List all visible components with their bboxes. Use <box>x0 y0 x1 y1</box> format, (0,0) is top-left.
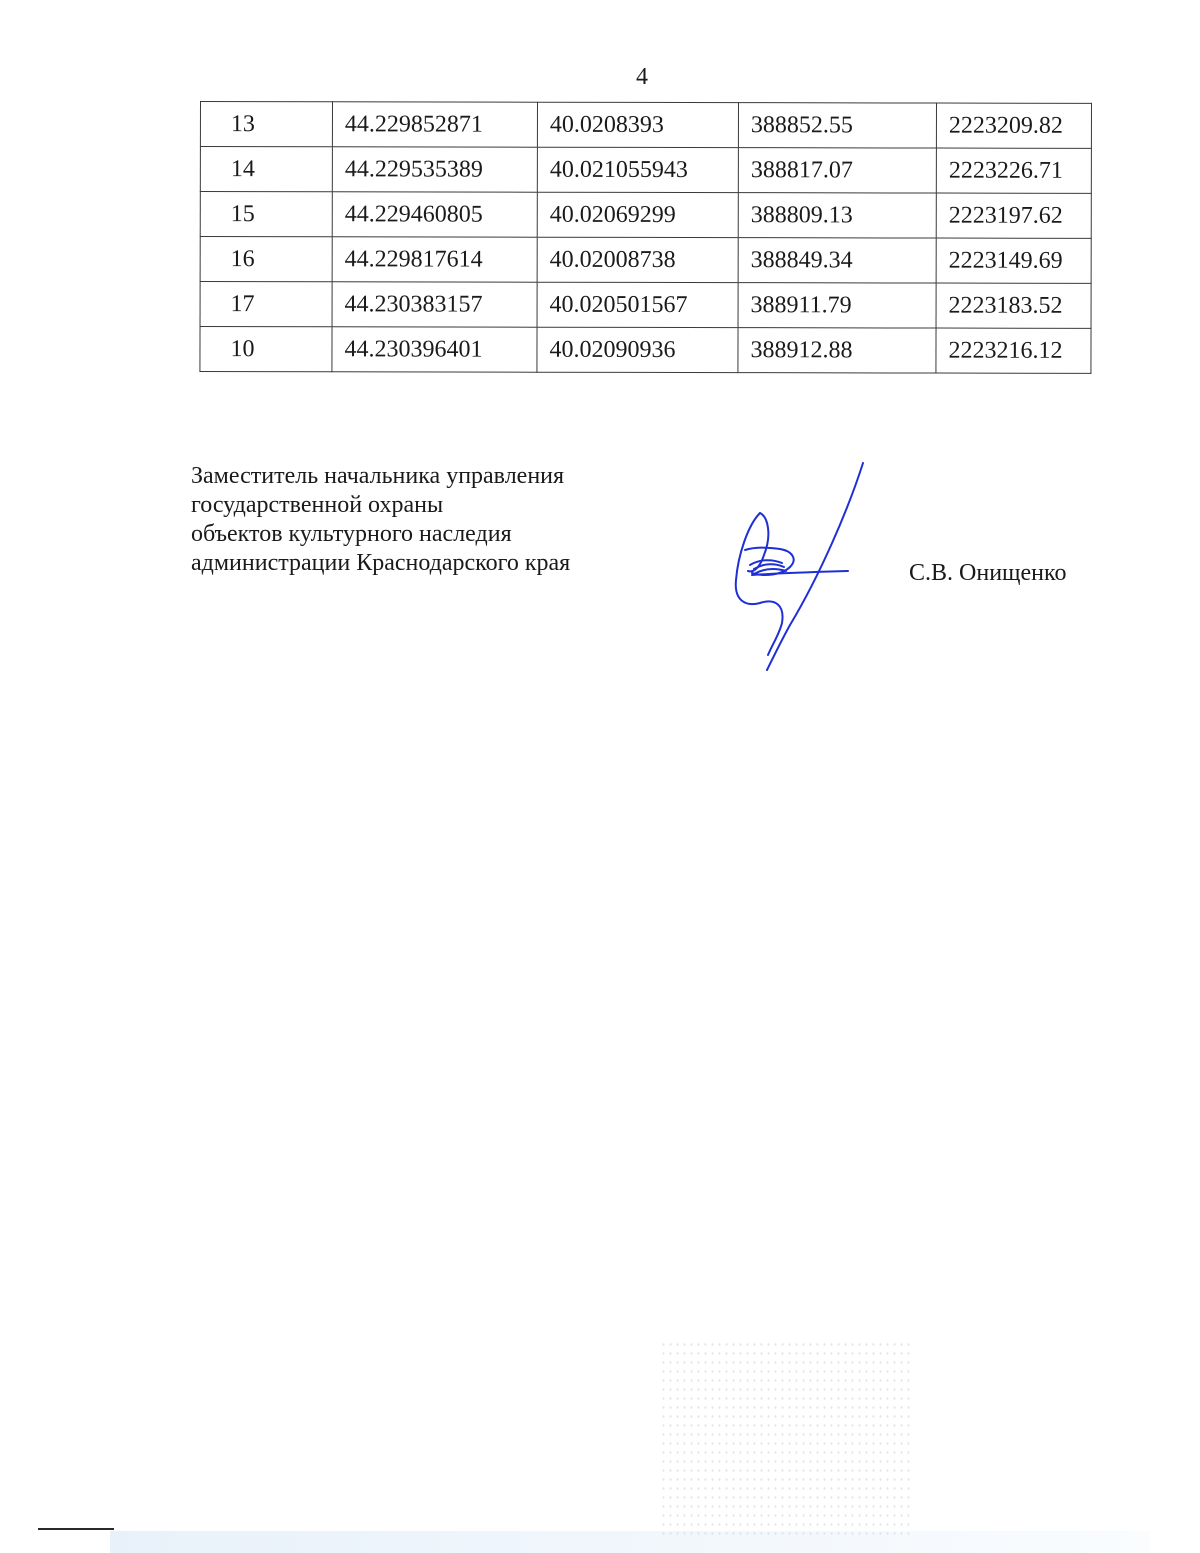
page-number: 4 <box>636 64 648 90</box>
table-cell: 44.229817614 <box>332 237 537 282</box>
table-cell: 40.02090936 <box>537 327 738 372</box>
table-cell: 44.229852871 <box>332 102 537 147</box>
table-cell: 14 <box>200 147 332 192</box>
table-cell: 44.229535389 <box>332 147 537 192</box>
table-cell: 388817.07 <box>738 148 936 193</box>
table-row <box>200 237 1091 284</box>
signature-block <box>191 462 570 578</box>
table-cell: 17 <box>200 282 332 327</box>
table-cell: 2223226.71 <box>936 148 1091 193</box>
table-cell: 40.021055943 <box>537 147 738 192</box>
scan-edge-line <box>38 1528 114 1530</box>
table-cell: 16 <box>200 237 332 282</box>
coordinates-table <box>199 101 1092 374</box>
table-cell: 388911.79 <box>738 283 936 328</box>
table-cell: 2223209.82 <box>936 103 1091 148</box>
table-cell: 40.0208393 <box>537 102 738 147</box>
table-cell: 2223216.12 <box>936 328 1091 373</box>
table-cell: 44.230396401 <box>332 327 537 372</box>
signatory-position-line-4: администрации Краснодарского края <box>191 550 571 576</box>
handwritten-signature <box>720 455 890 680</box>
table-cell: 10 <box>200 327 332 372</box>
signatory-name: С.В. Онищенко <box>909 560 1067 586</box>
table-cell: 40.02008738 <box>537 237 738 282</box>
table-cell: 2223149.69 <box>936 238 1091 283</box>
table-cell: 388849.34 <box>738 238 936 283</box>
table-cell: 2223197.62 <box>936 193 1091 238</box>
coordinates-table-body <box>200 102 1092 374</box>
table-row <box>200 282 1091 329</box>
table-cell: 44.230383157 <box>332 282 537 327</box>
table-cell: 13 <box>200 102 332 147</box>
table-cell: 15 <box>200 192 332 237</box>
scan-edge-tint <box>110 1531 1150 1553</box>
table-cell: 2223183.52 <box>936 283 1091 328</box>
table-cell: 388912.88 <box>738 328 936 373</box>
signatory-position-line-3: объектов культурного наследия <box>191 521 512 547</box>
table-cell: 40.020501567 <box>537 282 738 327</box>
signatory-position-line-1: Заместитель начальника управления <box>191 463 565 489</box>
table-cell: 388852.55 <box>738 103 936 148</box>
table-row <box>200 147 1091 194</box>
table-cell: 44.229460805 <box>332 192 537 237</box>
table-row <box>200 327 1091 374</box>
table-cell: 40.02069299 <box>537 192 738 237</box>
signatory-position-line-2: государственной охраны <box>191 492 444 518</box>
table-row <box>200 102 1091 149</box>
faded-stamp-impression <box>660 1340 910 1540</box>
table-row <box>200 192 1091 239</box>
table-cell: 388809.13 <box>738 193 936 238</box>
